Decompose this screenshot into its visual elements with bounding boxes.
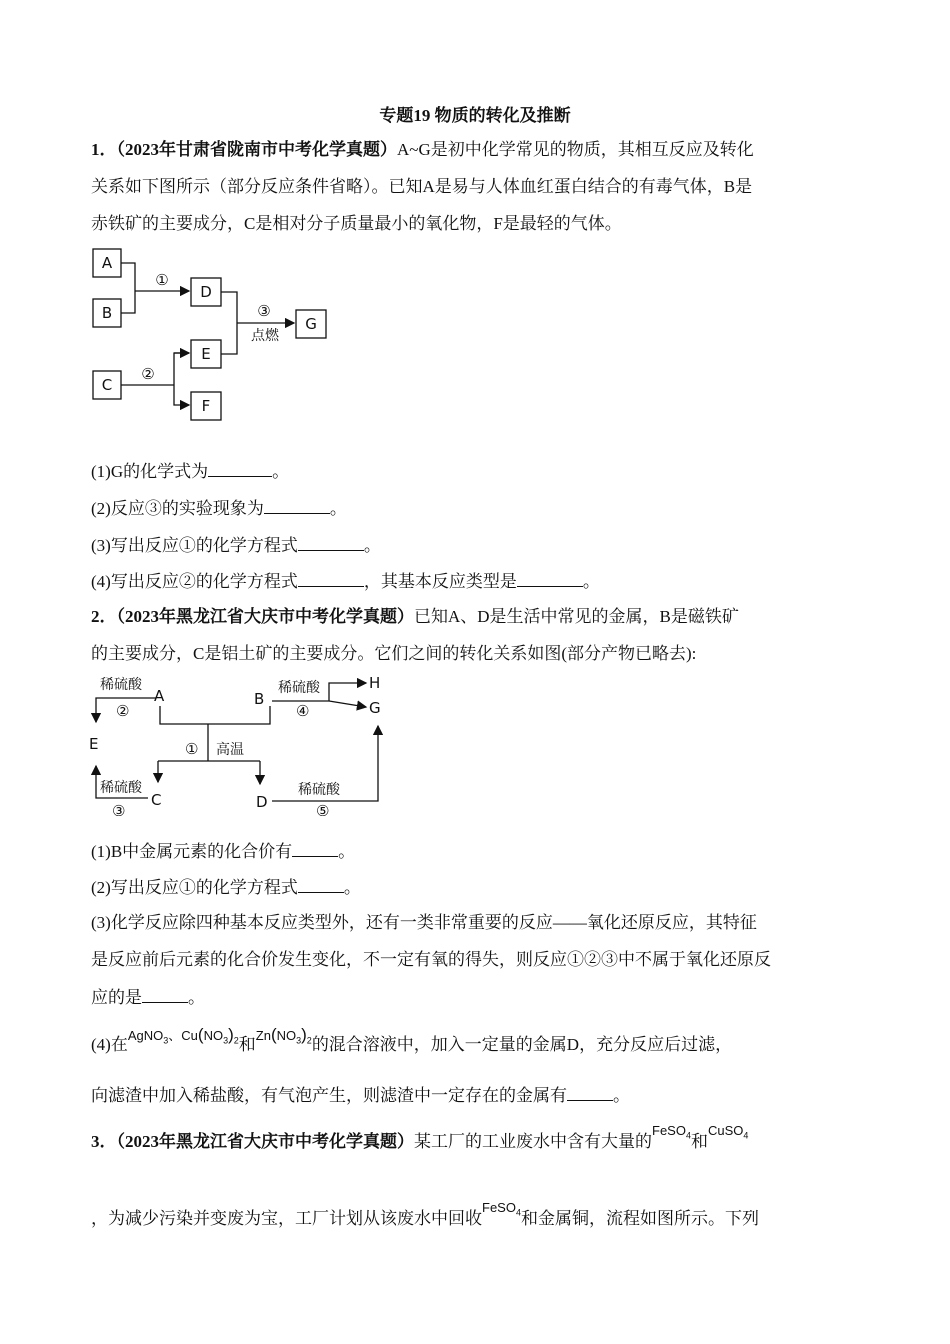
q1-condition-ignite: 点燃 [251, 328, 279, 344]
q2-formula-sub: 3 [296, 1035, 302, 1046]
q2-node-d: D [256, 793, 268, 811]
q3-stem-text3: 和金属铜，流程如图所示。下列 [520, 1209, 759, 1228]
q2-part4-text2: 的混合溶液中，加入一定量的金属D，充分反应后过滤， [311, 1035, 733, 1054]
q1-box-d: D [200, 283, 212, 301]
q2-part3-line2: 是反应前后元素的化合价发生变化，不一定有氧的得失，则反应①②③中不属于氧化还原反 [91, 950, 771, 969]
q2-node-a: A [154, 687, 165, 705]
q2-reaction-3: ③ [112, 802, 126, 816]
q2-reaction-2: ② [116, 702, 130, 720]
q3-formula-feso4 [652, 1123, 691, 1141]
q2-node-e: E [89, 735, 99, 753]
q2-formula-sub: 3 [223, 1035, 229, 1046]
q1-diagram [88, 244, 338, 426]
q2-part2 [91, 876, 361, 899]
q3-source: （2023年黑龙江省大庆市中考化学真题） [116, 1132, 414, 1151]
q2-part4-and: 和 [238, 1035, 256, 1054]
q2-part3-line3 [91, 986, 205, 1009]
q3-formula-feso4-2 [482, 1200, 521, 1218]
q1-box-e: E [201, 345, 211, 363]
q2-formula-no3: NO [203, 1028, 224, 1043]
q2-part3-end: 。 [188, 988, 205, 1007]
q2-node-h: H [369, 674, 381, 692]
q1-part4 [91, 570, 600, 593]
answer-blank[interactable] [567, 1084, 613, 1101]
q2-node-c: C [151, 791, 162, 809]
q3-and: 和 [690, 1132, 708, 1151]
q2-formula-cu: Cu [181, 1028, 198, 1043]
answer-blank[interactable] [264, 497, 330, 514]
q2-node-g: G [369, 699, 381, 717]
q3-formula-sub: 4 [685, 1130, 691, 1141]
q1-part4-text2: ，其基本反应类型是 [363, 572, 517, 591]
q2-part2-end: 。 [343, 878, 361, 897]
answer-blank[interactable] [142, 986, 188, 1003]
q1-box-c: C [101, 376, 113, 394]
q2-formula-agno3-text: AgNO [127, 1028, 164, 1043]
q2-part4-line1 [91, 1025, 733, 1062]
answer-blank[interactable] [517, 570, 583, 587]
q1-reaction-3: ③ [257, 302, 271, 320]
q1-part1-end: 。 [272, 462, 290, 481]
q1-part2-text: (2)反应③的实验现象为 [91, 499, 264, 518]
q2-stem-line1 [91, 606, 739, 628]
q3-formula-fe-text: FeSO [482, 1200, 516, 1215]
q2-formula-zn: Zn(NO3)2 [255, 1025, 312, 1046]
q2-formula-sub: 2 [306, 1035, 312, 1046]
answer-blank[interactable] [298, 570, 364, 587]
q1-stem-text: A~G是初中化学常见的物质，其相互反应及转化 [397, 140, 754, 159]
q1-part2-end: 。 [329, 499, 347, 518]
q2-stem-line2: 的主要成分，C是铝土矿的主要成分。它们之间的转化关系如图(部分产物已略去): [91, 644, 697, 663]
q1-part1 [91, 460, 289, 483]
q1-part3 [91, 534, 381, 557]
q2-label-acid-a: 稀硫酸 [100, 677, 142, 693]
q2-part1-text: (1)B中金属元素的化合价有 [91, 842, 293, 861]
q2-stem-text: 已知A、D是生活中常见的金属，B是磁铁矿 [414, 607, 739, 626]
answer-blank[interactable] [298, 534, 364, 551]
q3-stem-line1 [91, 1123, 749, 1159]
q2-node-b: B [254, 690, 265, 708]
q2-label-high-temp: 高温 [216, 742, 244, 758]
q1-source: （2023年甘肃省陇南市中考化学真题） [116, 140, 397, 159]
q2-part2-text: (2)写出反应①的化学方程式 [91, 878, 298, 897]
q2-part3-line1: (3)化学反应除四种基本反应类型外，还有一类非常重要的反应——氧化还原反应，其特征 [91, 913, 757, 932]
q1-part3-end: 。 [363, 536, 381, 555]
answer-blank[interactable] [298, 876, 344, 893]
q1-box-b: B [101, 304, 113, 322]
q2-part4-end: 。 [613, 1086, 630, 1105]
q2-part1-end: 。 [338, 842, 356, 861]
q2-source: （2023年黑龙江省大庆市中考化学真题） [116, 607, 414, 626]
q1-stem-line1 [91, 139, 754, 161]
q2-reaction-4: ④ [296, 702, 310, 720]
q1-number: 1． [91, 140, 117, 159]
q2-formula-zn-text: Zn [255, 1028, 271, 1043]
q3-stem-line2 [91, 1200, 759, 1236]
q1-part4-end: 。 [582, 572, 600, 591]
q3-formula-sub: 4 [515, 1207, 521, 1218]
q2-part4-line2 [91, 1084, 630, 1107]
q2-label-acid-c: 稀硫酸 [100, 780, 142, 796]
q3-stem-text: 某工厂的工业废水中含有大量的 [414, 1132, 652, 1151]
q1-reaction-1: ① [155, 271, 169, 289]
q3-stem-text2: ，为减少污染并变废为宝，工厂计划从该废水中回收 [91, 1209, 482, 1228]
q2-formula-sub: 3 [163, 1035, 169, 1046]
q2-part3-text: 应的是 [91, 988, 142, 1007]
q1-reaction-2: ② [141, 365, 155, 383]
q1-box-f: F [201, 397, 211, 415]
q2-formula-sep: 、 [168, 1028, 182, 1043]
q3-formula-fe-text: FeSO [652, 1123, 686, 1138]
q1-box-g: G [305, 315, 317, 333]
q2-formula-sub: 2 [233, 1035, 239, 1046]
q2-label-acid-b: 稀硫酸 [278, 680, 320, 696]
q1-part2 [91, 497, 347, 520]
q3-formula-cu-text: CuSO [707, 1123, 744, 1138]
q2-label-acid-d: 稀硫酸 [298, 782, 340, 798]
q3-formula-sub: 4 [743, 1130, 749, 1141]
q1-part1-text: (1)G的化学式为 [91, 462, 209, 481]
page-title: 专题19 物质的转化及推断 [379, 106, 571, 125]
answer-blank[interactable] [292, 840, 338, 857]
q2-formula-agno3: AgNO3、Cu(NO3)2 [127, 1025, 239, 1046]
q1-box-a: A [101, 254, 113, 272]
answer-blank[interactable] [208, 460, 272, 477]
q2-diagram [86, 670, 396, 816]
q2-part4-text3: 向滤渣中加入稀盐酸，有气泡产生，则滤渣中一定存在的金属有 [91, 1086, 567, 1105]
q2-formula-no3: NO [276, 1028, 297, 1043]
q1-part3-text: (3)写出反应①的化学方程式 [91, 536, 298, 555]
q3-formula-cuso4 [707, 1123, 749, 1141]
q3-number: 3． [91, 1132, 117, 1151]
q2-reaction-5: ⑤ [316, 802, 330, 816]
q1-part4-text: (4)写出反应②的化学方程式 [91, 572, 298, 591]
q1-stem-line2: 关系如下图所示（部分反应条件省略）。已知A是易与人体血红蛋白结合的有毒气体，B是 [91, 177, 753, 196]
q2-part4-text: (4)在 [91, 1035, 128, 1054]
q2-part1 [91, 840, 355, 863]
q1-stem-line3: 赤铁矿的主要成分，C是相对分子质量最小的氧化物，F是最轻的气体。 [91, 214, 622, 233]
q2-number: 2． [91, 607, 117, 626]
q2-reaction-1: ① [185, 740, 199, 758]
